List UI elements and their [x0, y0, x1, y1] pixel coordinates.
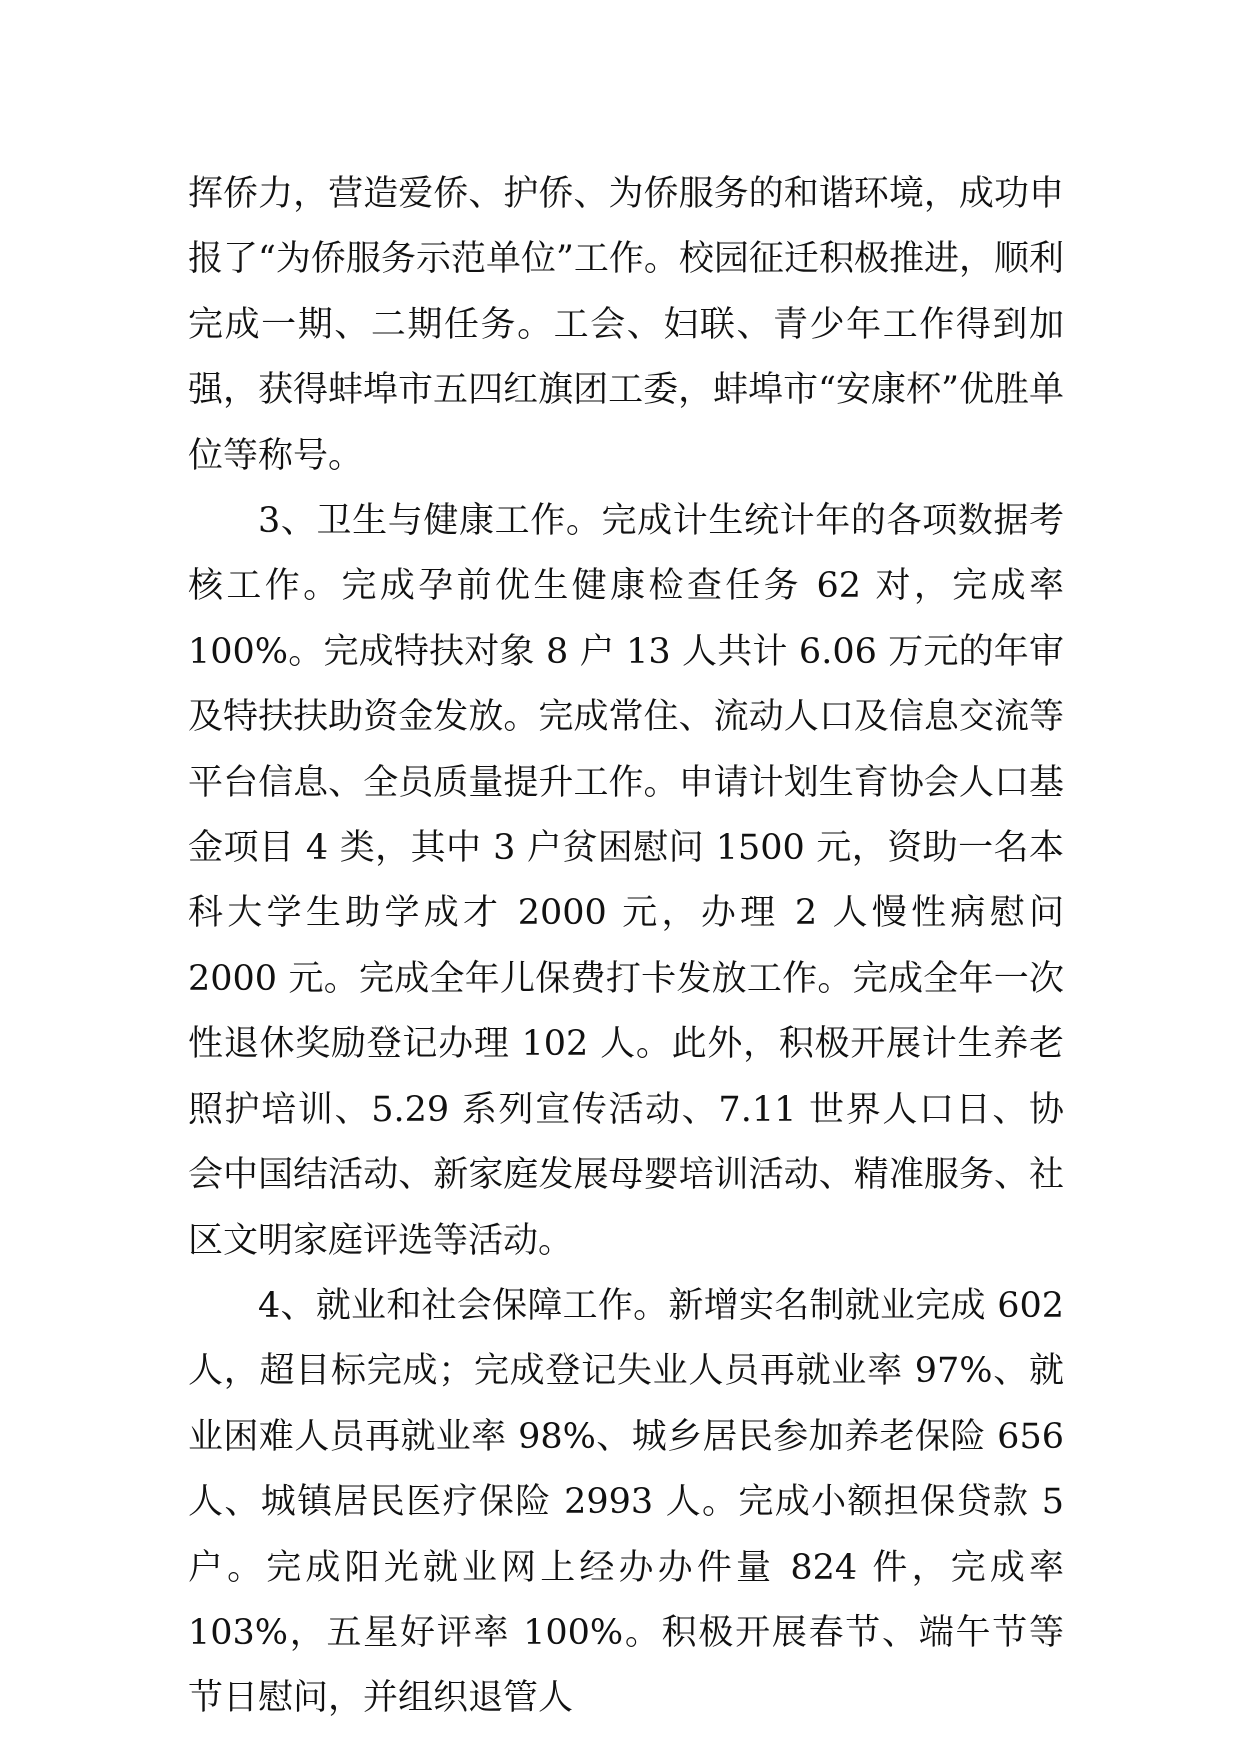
paragraph-health-work: 3、卫生与健康工作。完成计生统计年的各项数据考核工作。完成孕前优生健康检查任务 62 对，完成率 100%。完成特扶对象 8 户 13 人共计 6.06 万元的年审及特扶扶助资金发放。完成常住、流动人口及信息交流等平台信息、全员质量提升工作。申请计划生育协会人口基金项目 4 类，其中 3 户贫困慰问 1500 元，资助一名本科大学生助学成才 2000 元，办理 2 人慢性病慰问 2000 元。完成全年儿保费打卡发放工作。完成全年一次性退休奖励登记办理 102 人。此外，积极开展计生养老照护培训、5.29 系列宣传活动、7.11 世界人口日、协会中国结活动、新家庭发展母婴培训活动、精准服务、社区文明家庭评选等活动。 — [188, 501, 1064, 1261]
paragraph-overseas-chinese-work: 挥侨力，营造爱侨、护侨、为侨服务的和谐环境，成功申报了“为侨服务示范单位”工作。校园征迁积极推进，顺利完成一期、二期任务。工会、妇联、青少年工作得到加强，获得蚌埠市五四红旗团工委，蚌埠市“安康杯”优胜单位等称号。 — [188, 174, 1064, 476]
paragraph-employment-social-security: 4、就业和社会保障工作。新增实名制就业完成 602 人，超目标完成；完成登记失业人员再就业率 97%、就业困难人员再就业率 98%、城乡居民参加养老保险 656 人、城镇居民医疗保险 2993 人。完成小额担保贷款 5 户。完成阳光就业网上经办办件量 824 件，完成率 103%，五星好评率 100%。积极开展春节、端午节等节日慰问，并组织退管人 — [188, 1285, 1064, 1719]
document-page — [188, 162, 1064, 1732]
